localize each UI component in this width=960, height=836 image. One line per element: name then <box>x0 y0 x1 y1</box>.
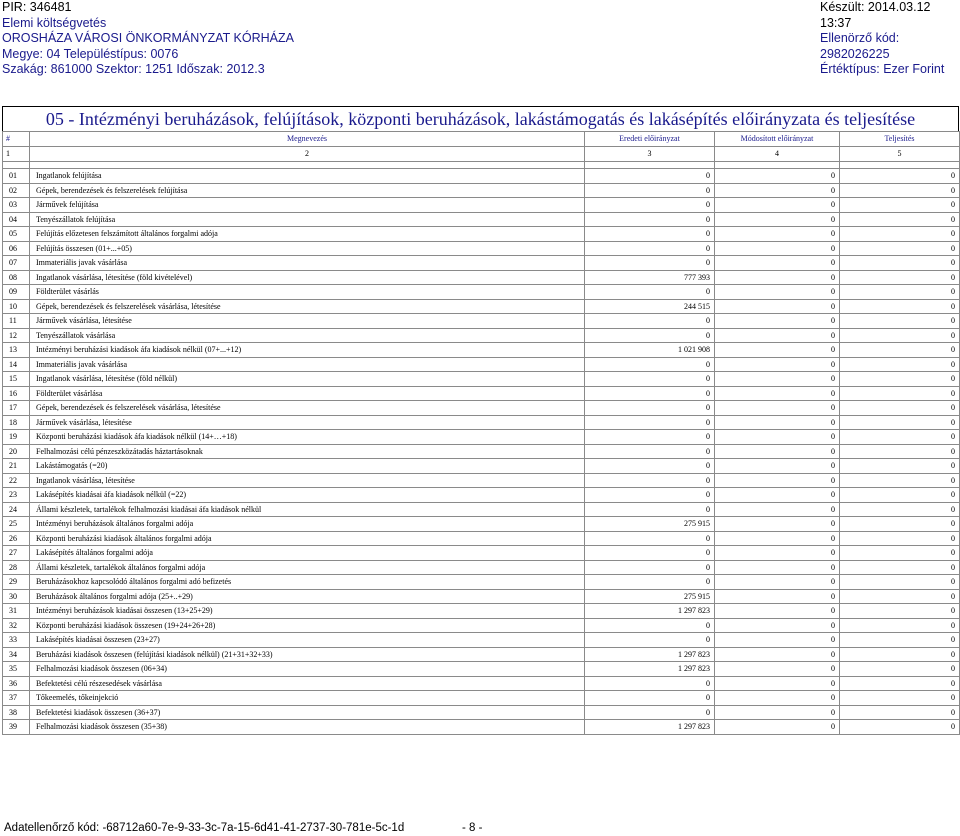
row-code: 17 <box>3 401 30 416</box>
row-name: Beruházási kiadások összesen (felújítási kiadások nélkül) (21+31+32+33) <box>30 647 585 662</box>
table-row <box>3 285 960 300</box>
table-row <box>3 488 960 503</box>
table-row <box>3 227 960 242</box>
row-code: 19 <box>3 430 30 445</box>
table-row <box>3 212 960 227</box>
row-modified-value: 0 <box>715 546 840 561</box>
row-name: Lakásépítés általános forgalmi adója <box>30 546 585 561</box>
row-code: 38 <box>3 705 30 720</box>
row-modified-value: 0 <box>715 198 840 213</box>
table-row <box>3 299 960 314</box>
row-performance-value: 0 <box>840 212 960 227</box>
table-row <box>3 430 960 445</box>
row-performance-value: 0 <box>840 285 960 300</box>
row-name: Központi beruházási kiadások áfa kiadások nélkül (14+…+18) <box>30 430 585 445</box>
row-original-value: 0 <box>585 560 715 575</box>
row-performance-value: 0 <box>840 183 960 198</box>
table-row <box>3 575 960 590</box>
row-original-value: 1 021 908 <box>585 343 715 358</box>
row-modified-value: 0 <box>715 183 840 198</box>
row-modified-value: 0 <box>715 241 840 256</box>
row-name: Felhalmozási célú pénzeszközátadás háztartásoknak <box>30 444 585 459</box>
row-code: 34 <box>3 647 30 662</box>
county-line: Megye: 04 Településtípus: 0076 <box>2 46 179 61</box>
row-original-value: 0 <box>585 473 715 488</box>
table-row <box>3 401 960 416</box>
row-original-value: 0 <box>585 198 715 213</box>
table-row <box>3 720 960 735</box>
row-original-value: 0 <box>585 415 715 430</box>
row-performance-value: 0 <box>840 401 960 416</box>
row-code: 37 <box>3 691 30 706</box>
row-performance-value: 0 <box>840 604 960 619</box>
row-code: 08 <box>3 270 30 285</box>
row-code: 03 <box>3 198 30 213</box>
row-modified-value: 0 <box>715 517 840 532</box>
column-number-row <box>3 147 960 162</box>
row-performance-value: 0 <box>840 647 960 662</box>
row-code: 13 <box>3 343 30 358</box>
row-modified-value: 0 <box>715 531 840 546</box>
page-number: - 8 - <box>462 822 483 834</box>
row-original-value: 0 <box>585 633 715 648</box>
row-code: 01 <box>3 169 30 184</box>
row-name: Befektetési kiadások összesen (36+37) <box>30 705 585 720</box>
row-code: 22 <box>3 473 30 488</box>
row-performance-value: 0 <box>840 633 960 648</box>
row-code: 39 <box>3 720 30 735</box>
table-title: 05 - Intézményi beruházások, felújítások, központi beruházások, lakástámogatás és lakásépítés előirányzata és teljesítése <box>2 106 959 131</box>
row-code: 27 <box>3 546 30 561</box>
row-name: Járművek felújítása <box>30 198 585 213</box>
row-name: Földterület vásárlása <box>30 386 585 401</box>
budget-type-line: Elemi költségvetés <box>2 15 107 30</box>
row-original-value: 0 <box>585 531 715 546</box>
row-modified-value: 0 <box>715 589 840 604</box>
row-performance-value: 0 <box>840 256 960 271</box>
table-row <box>3 676 960 691</box>
row-original-value: 275 915 <box>585 589 715 604</box>
row-code: 36 <box>3 676 30 691</box>
row-modified-value: 0 <box>715 647 840 662</box>
row-modified-value: 0 <box>715 618 840 633</box>
row-performance-value: 0 <box>840 415 960 430</box>
row-performance-value: 0 <box>840 705 960 720</box>
row-name: Tenyészállatok felújítása <box>30 212 585 227</box>
col-header-original: Eredeti előirányzat <box>585 132 715 147</box>
row-original-value: 0 <box>585 241 715 256</box>
row-name: Intézményi beruházások általános forgalmi adója <box>30 517 585 532</box>
row-name: Központi beruházási kiadások általános forgalmi adója <box>30 531 585 546</box>
row-code: 09 <box>3 285 30 300</box>
sector-line: Szakág: 861000 Szektor: 1251 Időszak: 2012.3 <box>2 62 265 76</box>
row-original-value: 0 <box>585 575 715 590</box>
row-name: Felújítás előzetesen felszámított általános forgalmi adója <box>30 227 585 242</box>
row-original-value: 0 <box>585 676 715 691</box>
row-performance-value: 0 <box>840 241 960 256</box>
row-modified-value: 0 <box>715 560 840 575</box>
row-original-value: 0 <box>585 691 715 706</box>
row-name: Központi beruházási kiadások összesen (19+24+26+28) <box>30 618 585 633</box>
table-row <box>3 198 960 213</box>
row-original-value: 0 <box>585 705 715 720</box>
row-name: Intézményi beruházások kiadásai összesen (13+25+29) <box>30 604 585 619</box>
row-performance-value: 0 <box>840 720 960 735</box>
row-code: 31 <box>3 604 30 619</box>
row-performance-value: 0 <box>840 589 960 604</box>
row-code: 15 <box>3 372 30 387</box>
row-modified-value: 0 <box>715 575 840 590</box>
col-number-4: 4 <box>715 147 840 162</box>
row-name: Lakásépítés kiadásai áfa kiadások nélkül (=22) <box>30 488 585 503</box>
row-modified-value: 0 <box>715 691 840 706</box>
row-modified-value: 0 <box>715 415 840 430</box>
row-original-value: 1 297 823 <box>585 647 715 662</box>
table-header-row <box>3 132 960 147</box>
table-row <box>3 256 960 271</box>
row-original-value: 0 <box>585 169 715 184</box>
row-performance-value: 0 <box>840 560 960 575</box>
col-number-5: 5 <box>840 147 960 162</box>
table-row <box>3 473 960 488</box>
row-name: Felhalmozási kiadások összesen (35+38) <box>30 720 585 735</box>
table-row <box>3 169 960 184</box>
row-performance-value: 0 <box>840 502 960 517</box>
col-number-2: 2 <box>30 147 585 162</box>
row-name: Járművek vásárlása, létesítése <box>30 314 585 329</box>
row-performance-value: 0 <box>840 299 960 314</box>
row-performance-value: 0 <box>840 691 960 706</box>
row-original-value: 244 515 <box>585 299 715 314</box>
table-row <box>3 560 960 575</box>
row-original-value: 0 <box>585 357 715 372</box>
row-performance-value: 0 <box>840 314 960 329</box>
row-original-value: 0 <box>585 430 715 445</box>
row-original-value: 0 <box>585 401 715 416</box>
institution-name: OROSHÁZA VÁROSI ÖNKORMÁNYZAT KÓRHÁZA <box>2 31 294 45</box>
row-original-value: 0 <box>585 546 715 561</box>
row-modified-value: 0 <box>715 256 840 271</box>
row-performance-value: 0 <box>840 488 960 503</box>
row-name: Tőkeemelés, tőkeinjekció <box>30 691 585 706</box>
row-name: Befektetési célú részesedések vásárlása <box>30 676 585 691</box>
row-original-value: 1 297 823 <box>585 662 715 677</box>
row-original-value: 0 <box>585 386 715 401</box>
row-original-value: 0 <box>585 502 715 517</box>
row-performance-value: 0 <box>840 473 960 488</box>
row-name: Lakásépítés kiadásai összesen (23+27) <box>30 633 585 648</box>
row-code: 23 <box>3 488 30 503</box>
table-row <box>3 314 960 329</box>
row-name: Földterület vásárlás <box>30 285 585 300</box>
table-row <box>3 241 960 256</box>
row-performance-value: 0 <box>840 676 960 691</box>
created-date: Készült: 2014.03.12 13:37 <box>820 0 931 30</box>
row-modified-value: 0 <box>715 372 840 387</box>
data-check-code: Adatellenőrző kód: -68712a60-7e-9-33-3c-7a-15-6d41-41-2737-30-781e-5c-1d <box>4 822 405 834</box>
table-row <box>3 691 960 706</box>
row-performance-value: 0 <box>840 343 960 358</box>
row-name: Gépek, berendezések és felszerelések felújítása <box>30 183 585 198</box>
row-original-value: 0 <box>585 459 715 474</box>
budget-table <box>2 131 960 735</box>
row-modified-value: 0 <box>715 502 840 517</box>
table-row <box>3 415 960 430</box>
check-code: Ellenörző kód: 2982026225 <box>820 31 900 61</box>
table-row <box>3 328 960 343</box>
row-performance-value: 0 <box>840 662 960 677</box>
row-original-value: 1 297 823 <box>585 720 715 735</box>
table-row <box>3 546 960 561</box>
row-name: Ingatlanok vásárlása, létesítése <box>30 473 585 488</box>
table-row <box>3 357 960 372</box>
row-code: 06 <box>3 241 30 256</box>
row-name: Felhalmozási kiadások összesen (06+34) <box>30 662 585 677</box>
row-modified-value: 0 <box>715 314 840 329</box>
row-code: 32 <box>3 618 30 633</box>
row-performance-value: 0 <box>840 546 960 561</box>
row-original-value: 1 297 823 <box>585 604 715 619</box>
row-modified-value: 0 <box>715 444 840 459</box>
row-code: 20 <box>3 444 30 459</box>
row-code: 30 <box>3 589 30 604</box>
row-modified-value: 0 <box>715 401 840 416</box>
row-performance-value: 0 <box>840 517 960 532</box>
row-code: 21 <box>3 459 30 474</box>
row-modified-value: 0 <box>715 386 840 401</box>
report-header-right <box>820 0 960 78</box>
row-original-value: 0 <box>585 285 715 300</box>
row-original-value: 0 <box>585 328 715 343</box>
row-modified-value: 0 <box>715 720 840 735</box>
row-code: 07 <box>3 256 30 271</box>
row-code: 29 <box>3 575 30 590</box>
row-original-value: 0 <box>585 444 715 459</box>
row-performance-value: 0 <box>840 227 960 242</box>
value-type: Értéktípus: Ezer Forint <box>820 62 945 76</box>
row-code: 18 <box>3 415 30 430</box>
row-name: Tenyészállatok vásárlása <box>30 328 585 343</box>
row-name: Ingatlanok vásárlása, létesítése (föld nélkül) <box>30 372 585 387</box>
table-row <box>3 633 960 648</box>
row-modified-value: 0 <box>715 705 840 720</box>
table-row <box>3 705 960 720</box>
row-name: Immateriális javak vásárlása <box>30 256 585 271</box>
row-name: Felújítás összesen (01+...+05) <box>30 241 585 256</box>
row-modified-value: 0 <box>715 662 840 677</box>
row-modified-value: 0 <box>715 212 840 227</box>
row-code: 25 <box>3 517 30 532</box>
table-row <box>3 647 960 662</box>
report-header-left <box>2 0 294 78</box>
row-performance-value: 0 <box>840 270 960 285</box>
row-original-value: 777 393 <box>585 270 715 285</box>
row-performance-value: 0 <box>840 531 960 546</box>
row-performance-value: 0 <box>840 618 960 633</box>
row-name: Ingatlanok felújítása <box>30 169 585 184</box>
row-modified-value: 0 <box>715 328 840 343</box>
row-name: Állami készletek, tartalékok általános forgalmi adója <box>30 560 585 575</box>
table-row <box>3 662 960 677</box>
row-name: Gépek, berendezések és felszerelések vásárlása, létesítése <box>30 401 585 416</box>
col-number-1: 1 <box>3 147 30 162</box>
table-row <box>3 372 960 387</box>
row-code: 05 <box>3 227 30 242</box>
row-original-value: 0 <box>585 372 715 387</box>
row-name: Beruházások általános forgalmi adója (25+..+29) <box>30 589 585 604</box>
row-name: Lakástámogatás (=20) <box>30 459 585 474</box>
row-performance-value: 0 <box>840 198 960 213</box>
row-name: Járművek vásárlása, létesítése <box>30 415 585 430</box>
row-original-value: 0 <box>585 227 715 242</box>
row-performance-value: 0 <box>840 386 960 401</box>
row-code: 28 <box>3 560 30 575</box>
table-row <box>3 386 960 401</box>
row-performance-value: 0 <box>840 444 960 459</box>
row-performance-value: 0 <box>840 328 960 343</box>
row-code: 12 <box>3 328 30 343</box>
row-performance-value: 0 <box>840 372 960 387</box>
row-code: 04 <box>3 212 30 227</box>
row-modified-value: 0 <box>715 299 840 314</box>
row-original-value: 0 <box>585 488 715 503</box>
row-modified-value: 0 <box>715 676 840 691</box>
row-modified-value: 0 <box>715 285 840 300</box>
table-row <box>3 604 960 619</box>
col-header-performance: Teljesítés <box>840 132 960 147</box>
table-row <box>3 459 960 474</box>
col-number-3: 3 <box>585 147 715 162</box>
table-row <box>3 517 960 532</box>
row-modified-value: 0 <box>715 604 840 619</box>
row-name: Beruházásokhoz kapcsolódó általános forgalmi adó befizetés <box>30 575 585 590</box>
row-modified-value: 0 <box>715 169 840 184</box>
row-modified-value: 0 <box>715 473 840 488</box>
row-code: 11 <box>3 314 30 329</box>
row-code: 24 <box>3 502 30 517</box>
row-performance-value: 0 <box>840 357 960 372</box>
row-performance-value: 0 <box>840 459 960 474</box>
col-header-modified: Módosított előirányzat <box>715 132 840 147</box>
row-name: Ingatlanok vásárlása, létesítése (föld kivételével) <box>30 270 585 285</box>
pir-line: PIR: 346481 <box>2 0 72 14</box>
row-modified-value: 0 <box>715 459 840 474</box>
table-row <box>3 502 960 517</box>
row-performance-value: 0 <box>840 430 960 445</box>
col-header-name: Megnevezés <box>30 132 585 147</box>
row-name: Gépek, berendezések és felszerelések vásárlása, létesítése <box>30 299 585 314</box>
row-modified-value: 0 <box>715 633 840 648</box>
row-performance-value: 0 <box>840 575 960 590</box>
row-modified-value: 0 <box>715 430 840 445</box>
row-code: 14 <box>3 357 30 372</box>
row-code: 02 <box>3 183 30 198</box>
table-row <box>3 531 960 546</box>
row-original-value: 0 <box>585 183 715 198</box>
table-row <box>3 589 960 604</box>
table-row <box>3 270 960 285</box>
spacer-row <box>3 162 960 169</box>
row-modified-value: 0 <box>715 270 840 285</box>
table-row <box>3 444 960 459</box>
row-code: 35 <box>3 662 30 677</box>
row-code: 10 <box>3 299 30 314</box>
table-row <box>3 343 960 358</box>
row-name: Intézményi beruházási kiadások áfa kiadások nélkül (07+...+12) <box>30 343 585 358</box>
row-original-value: 0 <box>585 212 715 227</box>
row-original-value: 0 <box>585 256 715 271</box>
row-modified-value: 0 <box>715 343 840 358</box>
row-modified-value: 0 <box>715 488 840 503</box>
table-row <box>3 183 960 198</box>
table-body <box>3 169 960 735</box>
row-modified-value: 0 <box>715 357 840 372</box>
row-original-value: 275 915 <box>585 517 715 532</box>
row-name: Immateriális javak vásárlása <box>30 357 585 372</box>
table-row <box>3 618 960 633</box>
col-header-number: # <box>3 132 30 147</box>
row-code: 33 <box>3 633 30 648</box>
row-performance-value: 0 <box>840 169 960 184</box>
row-original-value: 0 <box>585 314 715 329</box>
row-code: 16 <box>3 386 30 401</box>
row-name: Állami készletek, tartalékok felhalmozási kiadásai áfa kiadások nélkül <box>30 502 585 517</box>
row-code: 26 <box>3 531 30 546</box>
row-original-value: 0 <box>585 618 715 633</box>
row-modified-value: 0 <box>715 227 840 242</box>
